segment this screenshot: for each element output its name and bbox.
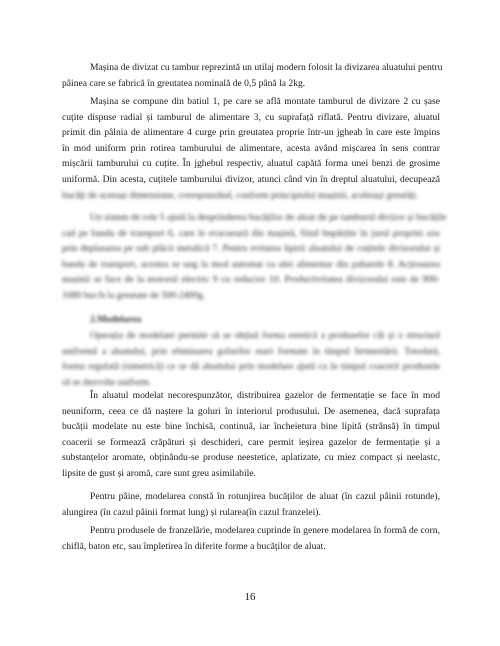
paragraph-divider-intro — [62, 60, 443, 91]
text-line: Pentru produsele de franzelărie, modelarea cuprinde în genere modelarea în formă de corn, — [90, 525, 440, 536]
page-number: 16 — [244, 591, 256, 603]
text-line: Mașina de divizat cu tambur reprezintă un utilaj modern folosit la divizarea aluatului pentru — [90, 62, 443, 73]
text-line: mașinii se face de la motorul electric 9 cu reductor 10. Productivitatea divizorului este de 900- — [62, 274, 440, 286]
text-line: cuțite dispuse radial și tamburul de alimentare 3, cu suprafață riflată. Pentru divizare, aluatul — [62, 111, 440, 123]
text-line: mișcării tamburului cu cuțite. În jghebul respectiv, aluatul capătă forma unei benzi de grosime — [62, 158, 440, 170]
text-line: 1080 buc/h la greutate de 500-2400g. — [62, 289, 206, 301]
text-line: În aluatul modelat necorespunzător, distribuirea gazelor de fermentație se face în mod — [90, 390, 440, 401]
text-line: coacerii se formează crăpături și deschideri, care permit ieșirea gazelor de fermentație și a — [62, 436, 440, 448]
text-line: cad pe banda de transport 6, care le evacuează din mașină, fiind împărțite în jurul propriei axe — [62, 227, 440, 239]
text-line: neuniform, ceea ce dă naștere la goluri în interiorul produsului. De asemenea, dacă suprafața — [62, 405, 440, 417]
text-line: uniformă a aluatului, prin eliminarea golurilor mari formate în timpul fermentării. Totodată, — [62, 345, 440, 357]
text-line: banda de transport, acestea se ung la mod automat cu ulei alimentar din paharele 8. Acționarea — [62, 258, 440, 270]
paragraph-improper-modeling — [62, 388, 440, 482]
paragraph-bread-modeling — [62, 489, 440, 520]
text-line: să se dezvolte uniform. — [62, 376, 151, 388]
paragraph-modeling-blurred — [62, 328, 440, 390]
paragraph-machine-description — [62, 94, 440, 203]
text-line: prin deplasarea pe sub plăcii metalică 7. Pentru evitarea lipirii aluatului de cuțitele divizorului și — [62, 243, 440, 255]
text-line: alungirea (în cazul pâinii format lung) și rularea(în cazul franzelei). — [62, 506, 321, 518]
paragraph-rollers-blurred — [62, 210, 447, 304]
text-line: Operația de modelare permite să se obțină forma estetică a produselor cât și o structură — [90, 330, 440, 341]
text-line: bucății modelate nu este bine închisă, continuă, iar încheietura bine lipită (strânsă) în timpul — [62, 421, 440, 433]
text-line: Pentru pâine, modelarea constă în rotunjirea bucăților de aluat (în cazul pâinii rotunde), — [90, 491, 440, 502]
paragraph-franzelarie-modeling — [62, 523, 440, 554]
text-line: substanțelor aromate, obținându-se produse neestetice, aplatizate, cu miez compact și neelastc, — [62, 452, 440, 464]
text-line: în mod uniform prin rotirea tamburului de alimentare, acesta având mișcarea în sens contrar — [62, 142, 440, 154]
section-heading-modelarea — [62, 312, 440, 328]
text-line: chiflă, baton etc, sau împletirea în diferite forme a bucăților de aluat. — [62, 540, 326, 552]
heading-text: 2.Modelarea — [90, 314, 142, 325]
text-line: primit din pâlnia de alimentare 4 curge prin greutatea proprie într-un jgheab în care este împins — [62, 127, 440, 139]
text-line: Un sistem de role 5 ajută la desprinderea bucăților de aluat de pe tamburul divizor și bucățile — [90, 212, 447, 223]
text-line: lipsite de gust și aromă, care sunt greu asimilabile. — [62, 467, 256, 479]
text-line: bucăți de aceeași dimensiune, corespunzând, conform principiului mașinii, aceleiași greutăți. — [62, 189, 419, 201]
text-line: Mașina se compune din batiul 1, pe care se află montate tamburul de divizare 2 cu șase — [90, 96, 440, 107]
text-line: uniformă. Din acesta, cuțitele tamburului divizor, atunci când vin în dreptul aluatului, decupează — [62, 173, 440, 185]
text-line: forma regulată (simetrică) ce se dă aluatului prin modelare ajută ca în timpul coacerii produsele — [62, 361, 440, 373]
text-line: pâinea care se fabrică în greutatea nominală de 0,5 până la 2kg. — [62, 77, 306, 89]
